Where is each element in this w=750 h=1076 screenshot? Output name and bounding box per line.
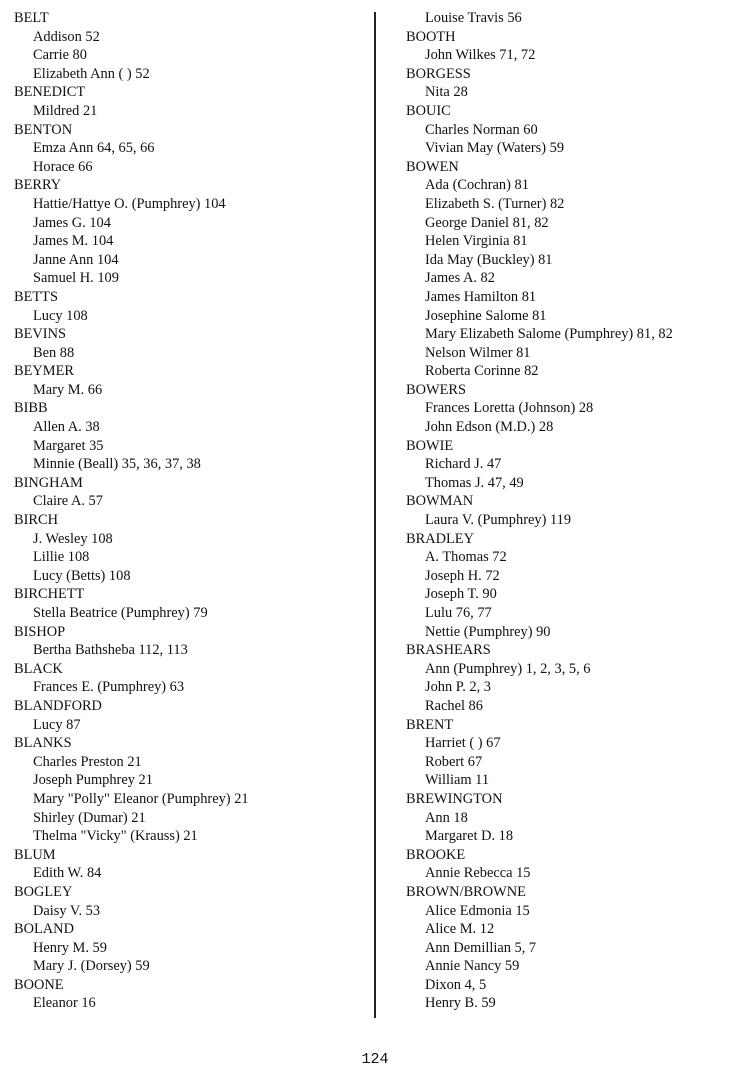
- page-number: 124: [361, 1051, 389, 1068]
- surname-heading: BLANKS: [14, 735, 72, 752]
- index-entry: Frances E. (Pumphrey) 63: [33, 679, 185, 696]
- index-entry: J. Wesley 108: [33, 530, 113, 547]
- index-entry: Dixon 4, 5: [425, 976, 487, 993]
- index-entry: Alice M. 12: [425, 921, 495, 938]
- index-entry: George Daniel 81, 82: [425, 214, 549, 231]
- index-entry: Helen Virginia 81: [425, 233, 528, 250]
- index-entry: Lucy 108: [33, 307, 88, 324]
- index-entry: Joseph Pumphrey 21: [33, 772, 153, 789]
- index-entry: James M. 104: [33, 233, 114, 250]
- surname-heading: BRASHEARS: [406, 642, 491, 659]
- index-entry: John P. 2, 3: [425, 679, 491, 696]
- surname-heading: BOLAND: [14, 921, 74, 938]
- index-entry: Eleanor 16: [33, 995, 96, 1012]
- surname-heading: BIBB: [14, 400, 48, 417]
- surname-heading: BLUM: [14, 846, 56, 863]
- index-entry: Charles Preston 21: [33, 753, 142, 770]
- index-entry: Thomas J. 47, 49: [425, 474, 524, 491]
- index-entry: Ann Demillian 5, 7: [425, 939, 537, 956]
- index-entry: Bertha Bathsheba 112, 113: [33, 642, 188, 659]
- index-entry: Margaret D. 18: [425, 828, 514, 845]
- surname-heading: BERRY: [14, 177, 62, 194]
- surname-heading: BOWMAN: [406, 493, 474, 510]
- index-entry: Roberta Corinne 82: [425, 363, 539, 380]
- index-entry: William 11: [425, 772, 490, 789]
- index-entry: James G. 104: [33, 214, 111, 231]
- index-entry: Joseph H. 72: [425, 567, 500, 584]
- surname-heading: BROOKE: [406, 846, 466, 863]
- index-entry: Annie Nancy 59: [425, 958, 520, 975]
- index-entry: Thelma "Vicky" (Krauss) 21: [33, 828, 198, 845]
- index-entry: Stella Beatrice (Pumphrey) 79: [33, 605, 208, 621]
- index-entry: Frances Loretta (Johnson) 28: [425, 400, 594, 417]
- index-entry: Annie Rebecca 15: [425, 865, 531, 882]
- surname-heading: BOWIE: [406, 437, 454, 454]
- index-entry: Elizabeth Ann ( ) 52: [33, 65, 150, 82]
- index-entry: Mary Elizabeth Salome (Pumphrey) 81, 82: [425, 326, 673, 343]
- index-entry: Ben 88: [33, 344, 75, 361]
- surname-heading: BIRCHETT: [14, 586, 85, 603]
- index-entry: Hattie/Hattye O. (Pumphrey) 104: [33, 195, 226, 212]
- surname-heading: BELT: [14, 10, 49, 26]
- surname-heading: BOWERS: [406, 381, 466, 398]
- index-entry: Nita 28: [425, 84, 468, 101]
- index-entry: Samuel H. 109: [33, 270, 119, 287]
- index-entry: Edith W. 84: [33, 865, 102, 882]
- surname-heading: BINGHAM: [14, 474, 83, 491]
- index-entry: Mary M. 66: [33, 381, 103, 398]
- index-entry: Ann 18: [425, 809, 468, 826]
- index-entry: Mary J. (Dorsey) 59: [33, 958, 150, 975]
- index-entry: Minnie (Beall) 35, 36, 37, 38: [33, 456, 201, 473]
- index-entry: Joseph T. 90: [425, 586, 497, 603]
- surname-heading: BOUIC: [406, 102, 451, 119]
- surname-heading: BISHOP: [14, 623, 66, 640]
- surname-heading: BROWN/BROWNE: [406, 883, 526, 900]
- index-entry: Henry M. 59: [33, 939, 107, 956]
- index-entry: Josephine Salome 81: [425, 307, 547, 324]
- index-entry: Alice Edmonia 15: [425, 902, 530, 919]
- surname-heading: BOGLEY: [14, 883, 73, 900]
- index-entry: A. Thomas 72: [425, 549, 507, 566]
- index-entry: Mary "Polly" Eleanor (Pumphrey) 21: [33, 790, 249, 807]
- index-entry: Carrie 80: [33, 47, 87, 64]
- index-entry: James Hamilton 81: [425, 288, 537, 305]
- index-entry: James A. 82: [425, 270, 495, 287]
- index-entry: Vivian May (Waters) 59: [425, 140, 565, 157]
- index-entry: Nelson Wilmer 81: [425, 344, 531, 361]
- index-entry: Shirley (Dumar) 21: [33, 809, 146, 826]
- index-entry: Laura V. (Pumphrey) 119: [425, 512, 572, 529]
- index-column-left: [14, 9, 369, 1013]
- index-entry: Charles Norman 60: [425, 121, 538, 138]
- surname-heading: BENTON: [14, 121, 73, 138]
- index-entry: Richard J. 47: [425, 456, 502, 473]
- surname-heading: BORGESS: [406, 65, 471, 82]
- index-entry: Lucy 87: [33, 716, 81, 733]
- index-entry: Mildred 21: [33, 102, 98, 119]
- surname-heading: BRADLEY: [406, 530, 474, 547]
- index-entry: Allen A. 38: [33, 419, 100, 436]
- surname-heading: BIRCH: [14, 512, 58, 529]
- index-entry: Daisy V. 53: [33, 902, 101, 919]
- surname-heading: BENEDICT: [14, 84, 86, 101]
- index-column-right: [406, 9, 741, 1013]
- index-entry: Henry B. 59: [425, 995, 496, 1012]
- index-entry: Emza Ann 64, 65, 66: [33, 140, 155, 157]
- index-entry: Margaret 35: [33, 437, 104, 454]
- surname-heading: BOONE: [14, 976, 64, 993]
- index-entry: Ida May (Buckley) 81: [425, 251, 553, 268]
- surname-heading: BEVINS: [14, 326, 66, 343]
- surname-heading: BREWINGTON: [406, 790, 503, 807]
- surname-heading: BRENT: [406, 716, 454, 733]
- index-entry: Ada (Cochran) 81: [425, 177, 529, 194]
- index-entry: Lucy (Betts) 108: [33, 567, 131, 584]
- index-entry: Rachel 86: [425, 697, 483, 714]
- column-divider: [374, 12, 376, 1018]
- index-entry: Elizabeth S. (Turner) 82: [425, 195, 565, 212]
- surname-heading: BETTS: [14, 288, 58, 305]
- index-entry: Nettie (Pumphrey) 90: [425, 623, 551, 640]
- surname-heading: BEYMER: [14, 363, 74, 380]
- index-entry: Ann (Pumphrey) 1, 2, 3, 5, 6: [425, 660, 591, 677]
- surname-heading: BOWEN: [406, 158, 459, 175]
- index-entry: Robert 67: [425, 753, 483, 770]
- index-entry: Janne Ann 104: [33, 251, 119, 268]
- index-entry: Addison 52: [33, 28, 100, 45]
- index-entry: Horace 66: [33, 158, 93, 175]
- index-entry: Harriet ( ) 67: [425, 735, 501, 752]
- surname-heading: BOOTH: [406, 28, 456, 45]
- index-entry: Claire A. 57: [33, 493, 103, 510]
- index-entry: John Wilkes 71, 72: [425, 47, 536, 64]
- index-entry: John Edson (M.D.) 28: [425, 419, 554, 436]
- index-entry: Louise Travis 56: [425, 10, 522, 26]
- surname-heading: BLACK: [14, 660, 63, 677]
- index-entry: Lillie 108: [33, 549, 90, 566]
- index-entry: Lulu 76, 77: [425, 605, 492, 621]
- surname-heading: BLANDFORD: [14, 697, 102, 714]
